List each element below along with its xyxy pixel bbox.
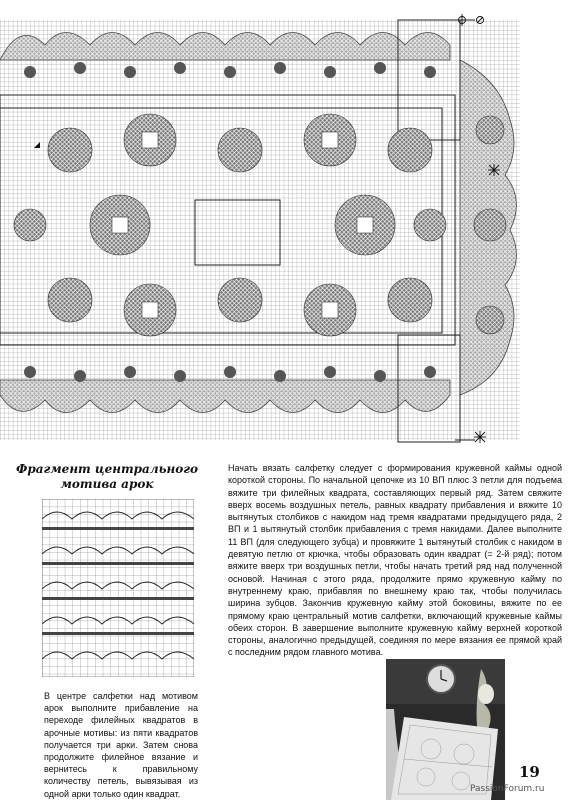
page-number: 19: [519, 763, 540, 781]
instruction-paragraph: Начать вязать салфетку следует с формирования кружевной каймы одной короткой стороны. По начальной цепочке из 10 ВП плюс 3 петли для подъема вяжите три филейных квадрата, составляющих первый ряд. Затем свяжите вверх восемь воздушных петель, равных квадрату прибавления и вяжите 10 вытянутых столбиков с накидом над тремя квадратами предыдущего ряда, 2 ВП и 1 вытянутый столбик прибавления с тремя накидами. Далее выполните 11 ВП (для следующего зубца) и провяжите 1 вытянутый столбик с накидом в девятую петлю от крючка, чтобы образовать один квадрат (= 2-й ряд); потом вяжите вверх три воздушных петли, чтобы начать третий ряд над полученной основой. Начиная с этого ряда, продолжите прямо кружевную кайму по внутреннему краю, прибавляя по внешнему краю так, чтобы получилась ширина зубцов. Закончив кружевную кайму этой боковины, вяжите по ее прямому краю центральный мотив салфетки, включающий кружевные каймы обеих сторон. В завершение выполните кружевную кайму верхней короткой стороны, аналогично предыдущей, соединяя по мере вязания ее прямой край с последним рядом главного мотива.: [228, 463, 562, 658]
fragment-title-line2: мотива арок: [60, 477, 154, 491]
arch-motif-instructions: В центре салфетки над мотивом арок выполните прибавление на переходе филейных квадратов в арочные мотивы: из пяти квадратов получается три арки. Затем снова продолжите филейное вязание и вернитесь к правильному количеству петель, вывязывая из одной арки только один квадрат.: [44, 691, 198, 799]
fragment-title: [14, 462, 200, 492]
fragment-title-line1: Фрагмент центрального: [15, 462, 199, 476]
arch-motif-chart: [42, 499, 194, 677]
main-instructions: [228, 462, 562, 659]
doily-photo: [386, 659, 505, 800]
watermark: PassionForum.ru: [470, 784, 545, 794]
